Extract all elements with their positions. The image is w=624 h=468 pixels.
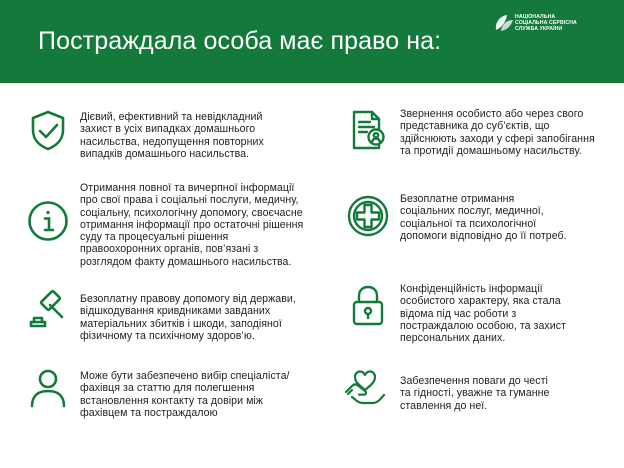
- gavel-icon: [26, 287, 70, 331]
- person-icon: [26, 366, 70, 410]
- text-line: Отримання повної та вичерпної інформації: [80, 182, 295, 194]
- padlock-icon: [346, 283, 390, 327]
- text-line: фізичному та психічному здоров’ю.: [80, 329, 255, 342]
- item-text: [80, 111, 264, 160]
- text-line: персональних даних.: [400, 332, 506, 345]
- text-line: Звернення особисто або через свого: [400, 108, 584, 120]
- text-line: Дієвий, ефективний та невідкладний: [80, 111, 263, 123]
- text-line: відшкодування кривдниками завданих: [80, 305, 271, 318]
- item-text: [400, 283, 566, 344]
- item-text: [80, 293, 296, 342]
- leaf-logo-icon: [493, 12, 515, 34]
- logo: [493, 9, 615, 39]
- text-line: Конфіденційність інформації: [400, 283, 543, 295]
- logo-text: [515, 14, 577, 32]
- hand-heart-icon: [343, 366, 387, 410]
- item-text: [80, 182, 303, 268]
- text-line: представника до суб’єктів, що: [400, 120, 550, 133]
- text-line: постраждалою особою, та захист: [400, 319, 566, 332]
- text-line: насильства, недопущення повторних: [80, 135, 264, 148]
- info-circle-icon: [26, 199, 70, 243]
- page-title: Постраждала особа має право на:: [38, 27, 442, 55]
- logo-line: СОЦІАЛЬНА СЕРВІСНА: [515, 20, 577, 26]
- text-line: фахівцем та постраждалою: [80, 406, 218, 419]
- medical-cross-icon: [346, 194, 390, 238]
- logo-line: СЛУЖБА УКРАЇНИ: [515, 26, 563, 32]
- text-line: отримання інформації про остаточні рішення: [80, 218, 304, 231]
- item-text: [400, 108, 595, 157]
- text-line: Може бути забезпечено вибір спеціаліста/: [80, 370, 290, 382]
- text-line: про свої права і соціальні послуги, медичну,: [80, 194, 299, 207]
- text-line: правоохоронних органів, пов’язані з: [80, 243, 259, 256]
- shield-check-icon: [26, 108, 70, 152]
- text-line: особистого характеру, яка стала: [400, 295, 561, 308]
- text-line: соціальних послуг, медичної,: [400, 205, 544, 218]
- header-banner: [0, 0, 624, 83]
- text-line: матеріальних збитків і шкоди, заподіяної: [80, 317, 282, 330]
- text-line: ставлення до неї.: [400, 399, 488, 412]
- text-line: та гідності, уважне та гуманне: [400, 387, 550, 400]
- item-text: [400, 375, 549, 412]
- text-line: захист в усіх випадках домашнього: [80, 123, 256, 136]
- text-line: фахівця за статтю для полегшення: [80, 382, 255, 395]
- text-line: соціальної та психологічної: [400, 217, 537, 230]
- text-line: Безоплатне отримання: [400, 193, 515, 205]
- item-text: [400, 193, 567, 242]
- text-line: соціальну, психологічну допомогу, своєчасне: [80, 206, 303, 219]
- text-line: розглядом факту домашнього насильства.: [80, 255, 292, 268]
- text-line: відома під час роботи з: [400, 307, 517, 320]
- text-line: та протидії домашньому насильству.: [400, 144, 582, 157]
- document-person-icon: [346, 108, 390, 152]
- text-line: допомоги відповідно до її потреб.: [400, 229, 567, 242]
- text-line: суду та процесуальні рішення: [80, 231, 229, 244]
- item-text: [80, 370, 290, 419]
- text-line: Забезпечення поваги до честі: [400, 375, 548, 387]
- text-line: випадків домашнього насильства.: [80, 147, 250, 160]
- text-line: здійснюють заходи у сфері запобігання: [400, 132, 595, 145]
- text-line: Безоплатну правову допомогу від держави,: [80, 293, 296, 305]
- logo-line: НАЦІОНАЛЬНА: [515, 14, 556, 20]
- text-line: встановлення контакту та довіри між: [80, 394, 263, 407]
